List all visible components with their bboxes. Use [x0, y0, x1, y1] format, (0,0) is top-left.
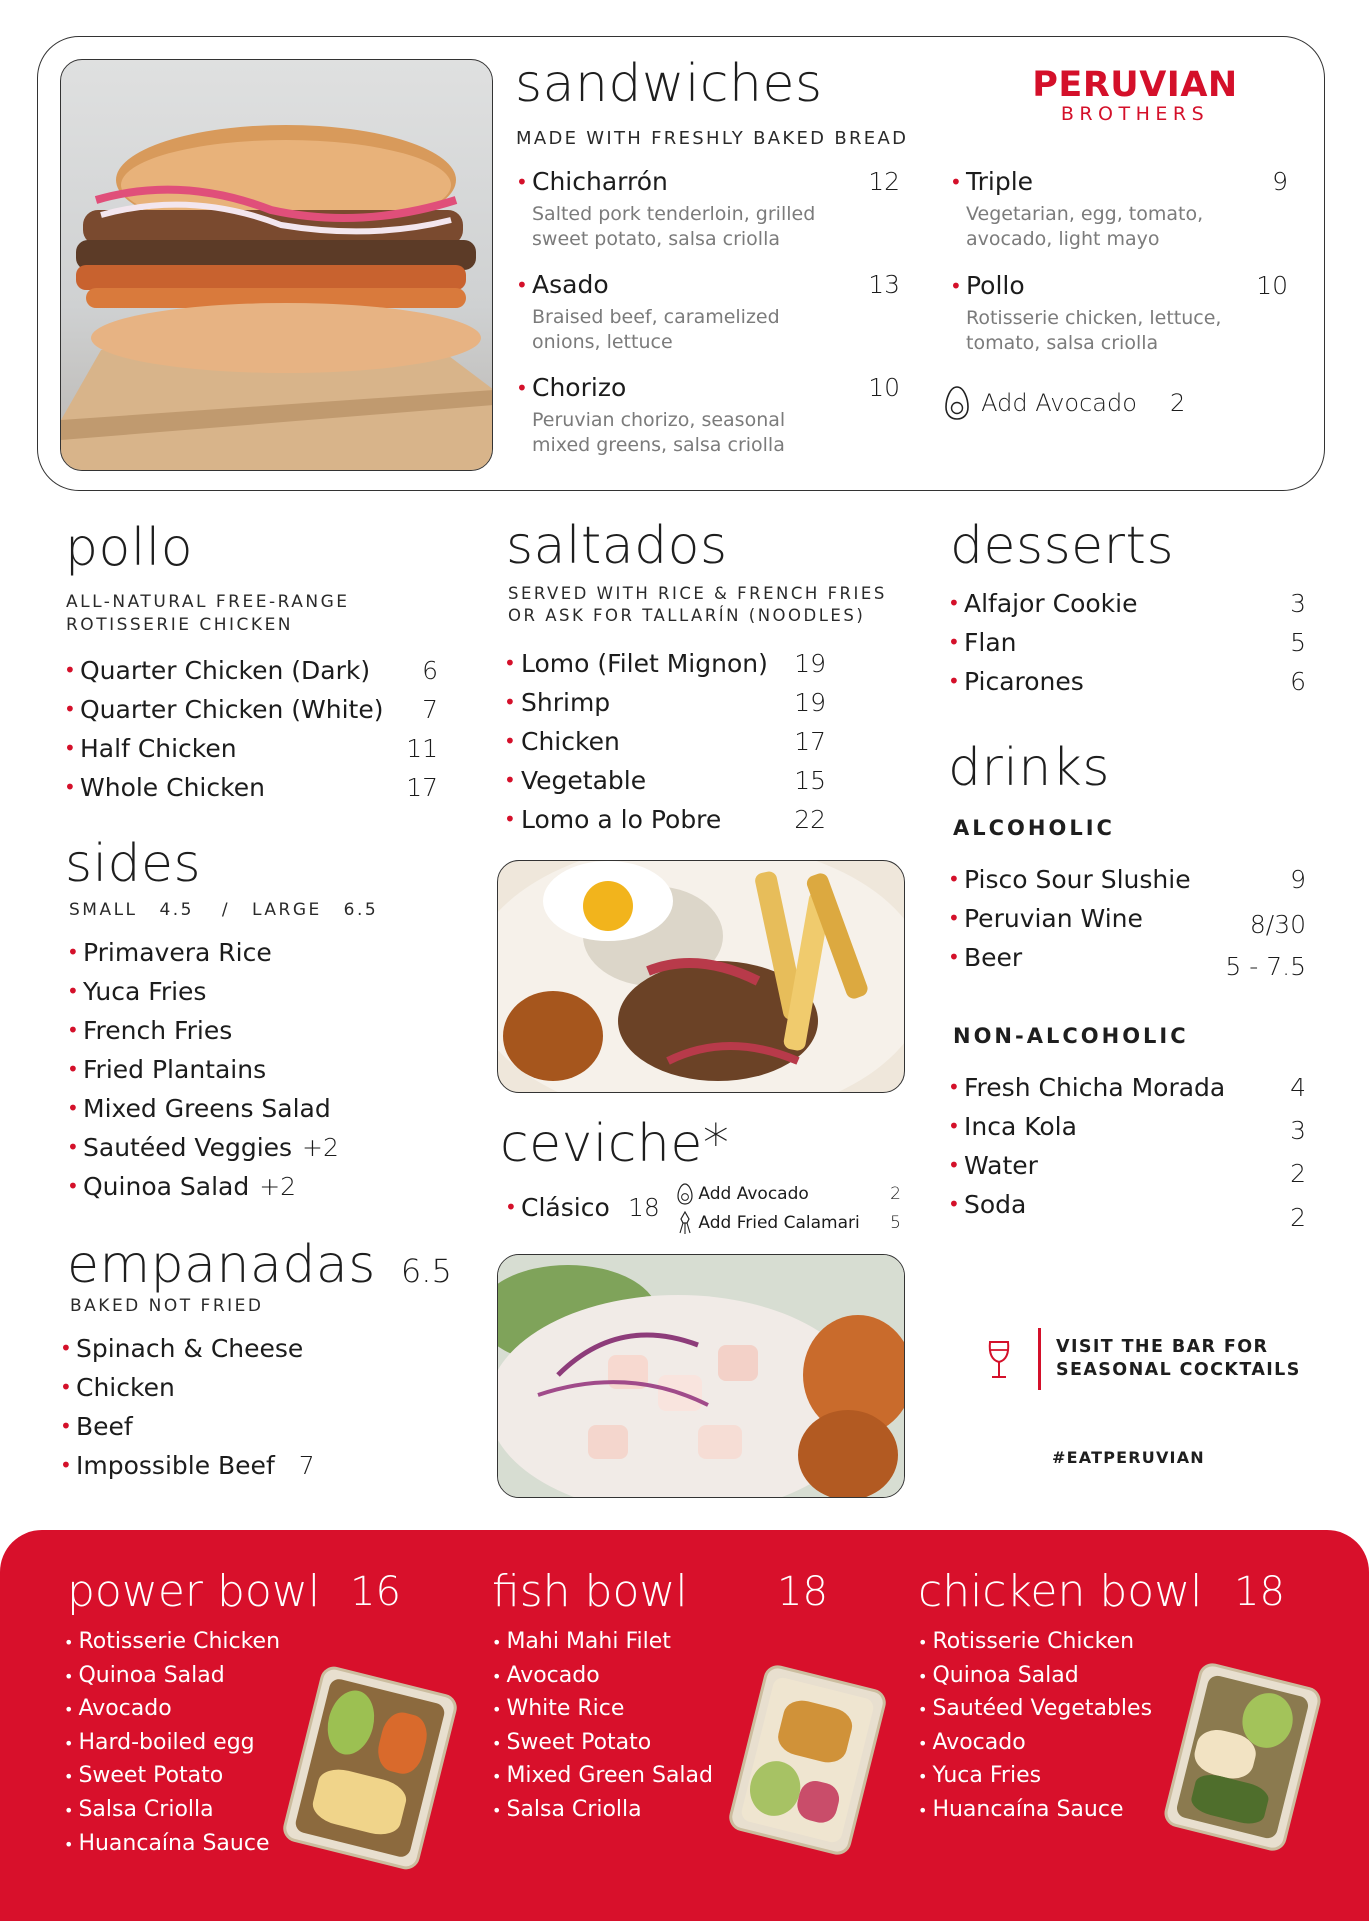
bullet: •: [504, 807, 516, 831]
bowl-card: [492, 1566, 828, 1617]
ingredient: Mahi Mahi Filet: [506, 1629, 671, 1654]
list-item: [948, 623, 1306, 662]
bullet: •: [505, 1195, 517, 1219]
bullet: •: [67, 1174, 79, 1198]
item-name: Mixed Greens Salad: [83, 1094, 331, 1123]
item-price: 7: [422, 695, 438, 724]
item-name: Quinoa Salad: [83, 1172, 250, 1201]
list-item: [67, 1050, 407, 1089]
bullet: •: [948, 1075, 960, 1099]
ingredient: Sweet Potato: [78, 1763, 224, 1789]
list-item: • Salsa Criolla: [64, 1796, 214, 1822]
list-item: [67, 933, 407, 972]
ingredient: Quinoa Salad: [78, 1662, 225, 1688]
item-name: Sautéed Veggies: [83, 1133, 293, 1162]
item-price: 18: [628, 1193, 660, 1222]
item-name: French Fries: [83, 1016, 233, 1045]
item-extra: +2: [259, 1172, 297, 1201]
item-name: Chicken: [76, 1373, 175, 1402]
item-price: 19: [794, 688, 826, 717]
ingredient: Sautéed Vegetables: [932, 1696, 1153, 1722]
sandwich-item: [516, 269, 900, 355]
item-name: Primavera Rice: [83, 938, 272, 967]
bullet: •: [504, 690, 516, 714]
small-label: SMALL: [69, 900, 138, 920]
list-item: • Rotisserie Chicken: [918, 1629, 1135, 1654]
bullet: •: [948, 669, 960, 693]
item-price: 2: [1290, 1203, 1306, 1232]
list-item: • Sautéed Vegetables: [918, 1696, 1153, 1722]
list-item: • Sweet Potato: [492, 1729, 652, 1755]
item-price: 4: [1290, 1073, 1306, 1102]
item-description: Rotisserie chicken, lettuce, tomato, salsa criolla: [966, 307, 1222, 354]
item-name: Soda: [964, 1190, 1027, 1219]
sandwich-item: [516, 372, 900, 458]
brand-logo: [1030, 65, 1240, 125]
item-name: Lomo a lo Pobre: [521, 805, 722, 834]
item-price: 5 - 7.5: [1225, 952, 1306, 981]
list-item: • Quinoa Salad: [64, 1662, 225, 1688]
list-item: • Avocado: [64, 1696, 172, 1722]
list-item: • Avocado: [918, 1729, 1026, 1755]
list-item: [504, 683, 826, 722]
item-price: 15: [794, 766, 826, 795]
bowl-price: 18: [777, 1569, 828, 1615]
bowl-title: fish bowl: [492, 1566, 688, 1617]
addon-price: 5: [890, 1213, 901, 1233]
brand-logo-line1: PERUVIAN: [1032, 65, 1238, 105]
item-price: 10: [868, 373, 900, 402]
non-alcoholic-list: [948, 1068, 1306, 1232]
squid-icon: [677, 1211, 693, 1235]
list-item: • White Rice: [492, 1696, 625, 1722]
item-name: Peruvian Wine: [964, 904, 1143, 933]
pollo-title: pollo: [65, 518, 194, 578]
list-item: • Sweet Potato: [64, 1763, 224, 1789]
bullet: •: [948, 1153, 960, 1177]
avocado-icon: [944, 385, 970, 421]
list-item: [67, 1167, 407, 1206]
bullet: •: [948, 630, 960, 654]
sandwich-addon-avocado: [944, 385, 1185, 421]
empanadas-title: empanadas: [67, 1235, 376, 1295]
ceviche-title: ceviche*: [500, 1114, 730, 1174]
saltados-list: [504, 644, 826, 839]
bullet: •: [516, 170, 528, 194]
sides-title: sides: [65, 834, 202, 894]
bar-note-line1: VISIT THE BAR FOR: [1056, 1337, 1269, 1357]
list-item: • Rotisserie Chicken: [64, 1629, 281, 1654]
item-extra: 7: [298, 1451, 315, 1480]
ingredient: Avocado: [78, 1696, 172, 1722]
item-price: 19: [794, 649, 826, 678]
item-name: Shrimp: [521, 688, 611, 717]
addon-label: Add Fried Calamari: [698, 1213, 860, 1233]
item-price: 13: [868, 270, 900, 299]
bullet: •: [60, 1453, 72, 1477]
item-name: Beer: [964, 943, 1023, 972]
alcoholic-list: [948, 860, 1306, 981]
bullet: •: [950, 274, 962, 298]
item-name: Chicken: [521, 727, 620, 756]
item-name: Chicharrón: [532, 167, 668, 196]
item-description: Vegetarian, egg, tomato, avocado, light mayo: [966, 203, 1204, 250]
addon-label: Add Avocado: [981, 389, 1137, 417]
list-item: [60, 1407, 400, 1446]
item-name: Impossible Beef: [76, 1451, 275, 1480]
bar-note-line2: SEASONAL COCKTAILS: [1056, 1360, 1301, 1380]
item-price: 12: [868, 167, 900, 196]
ceviche-item: [505, 1188, 660, 1227]
sandwich-item: [950, 166, 1288, 252]
ingredient: Huancaína Sauce: [932, 1796, 1124, 1822]
item-price: 17: [406, 773, 438, 802]
pollo-list: [64, 651, 438, 807]
list-item: [60, 1368, 400, 1407]
ingredient: Avocado: [932, 1729, 1026, 1755]
desserts-list: [948, 584, 1306, 701]
ingredient: Salsa Criolla: [506, 1796, 642, 1822]
bullet: •: [64, 736, 76, 760]
item-price: 3: [1290, 589, 1306, 618]
bowl-title: chicken bowl: [918, 1566, 1203, 1617]
ingredient: Sweet Potato: [506, 1729, 652, 1755]
item-price: 5: [1290, 628, 1306, 657]
list-item: • Quinoa Salad: [918, 1662, 1079, 1688]
ingredient: Salsa Criolla: [78, 1796, 214, 1822]
item-name: Yuca Fries: [83, 977, 207, 1006]
item-price: 10: [1256, 271, 1288, 300]
list-item: [60, 1446, 400, 1485]
item-name: Triple: [966, 167, 1034, 196]
list-item: [504, 722, 826, 761]
sandwiches-subtitle: MADE WITH FRESHLY BAKED BREAD: [516, 128, 909, 149]
item-name: Spinach & Cheese: [76, 1334, 304, 1363]
empanadas-list: [60, 1329, 400, 1485]
bowl-price: 16: [350, 1569, 401, 1615]
item-price: 3: [1290, 1116, 1306, 1145]
size-separator: /: [221, 900, 231, 920]
list-item: • Avocado: [492, 1662, 600, 1688]
ingredient: White Rice: [506, 1696, 625, 1722]
sides-sizes: [69, 900, 378, 920]
sandwich-photo: [60, 59, 493, 471]
bullet: •: [504, 729, 516, 753]
bullet: •: [948, 867, 960, 891]
item-name: Fried Plantains: [83, 1055, 267, 1084]
item-name: Asado: [532, 270, 609, 299]
item-name: Alfajor Cookie: [964, 589, 1138, 618]
sides-list: [67, 933, 407, 1206]
bowl-ingredients: [492, 1626, 713, 1828]
list-item: [64, 651, 438, 690]
pollo-subtitle-line1: ALL-NATURAL FREE-RANGE: [66, 592, 350, 612]
saltados-title: saltados: [506, 516, 728, 576]
list-item: [948, 1185, 1306, 1232]
bullet: •: [948, 945, 960, 969]
item-name: Pollo: [966, 271, 1025, 300]
bullet: •: [504, 651, 516, 675]
bullet: •: [948, 591, 960, 615]
item-name: Beef: [76, 1412, 133, 1441]
small-price: 4.5: [159, 900, 194, 920]
drinks-title: drinks: [948, 738, 1110, 798]
bowl-title: power bowl: [67, 1566, 321, 1617]
list-item: [948, 1068, 1306, 1107]
item-price: 9: [1290, 865, 1306, 894]
pollo-subtitle-line2: ROTISSERIE CHICKEN: [66, 614, 294, 635]
ingredient: Hard-boiled egg: [78, 1729, 255, 1755]
item-name: Flan: [964, 628, 1017, 657]
ceviche-photo: [497, 1254, 905, 1498]
list-item: • Huancaína Sauce: [918, 1796, 1124, 1822]
item-name: Quarter Chicken (Dark): [80, 656, 371, 685]
sandwich-item: [950, 270, 1288, 356]
list-item: [67, 1011, 407, 1050]
item-name: Whole Chicken: [80, 773, 265, 802]
list-item: • Mahi Mahi Filet: [492, 1629, 671, 1654]
list-item: [504, 800, 826, 839]
list-item: [60, 1329, 400, 1368]
bullet: •: [950, 170, 962, 194]
bullet: •: [516, 376, 528, 400]
alcoholic-label: ALCOHOLIC: [953, 816, 1115, 840]
item-description: Salted pork tenderloin, grilled sweet potato, salsa criolla: [532, 203, 816, 250]
item-price: 6: [422, 656, 438, 685]
item-name: Quarter Chicken (White): [80, 695, 384, 724]
empanadas-price: 6.5: [400, 1252, 452, 1290]
ingredient: Rotisserie Chicken: [932, 1629, 1135, 1654]
ingredient: Mixed Green Salad: [506, 1763, 713, 1789]
bullet: •: [67, 1057, 79, 1081]
item-price: 11: [406, 734, 438, 763]
item-name: Water: [964, 1151, 1038, 1180]
ceviche-addons: [677, 1180, 901, 1238]
bullet: •: [64, 697, 76, 721]
list-item: [948, 662, 1306, 701]
saltados-subtitle-line2: OR ASK FOR TALLARÍN (NOODLES): [508, 606, 866, 626]
list-item: [64, 768, 438, 807]
list-item: [948, 584, 1306, 623]
bowl-price: 18: [1234, 1569, 1285, 1615]
desserts-title: desserts: [950, 516, 1175, 576]
hashtag: #EATPERUVIAN: [1052, 1448, 1205, 1467]
item-name: Half Chicken: [80, 734, 237, 763]
list-item: [67, 1089, 407, 1128]
pollo-subtitle: [66, 591, 349, 637]
list-item: [948, 899, 1306, 938]
list-item: [67, 972, 407, 1011]
list-item: [504, 761, 826, 800]
bar-note-divider: [1038, 1328, 1041, 1390]
bowl-card: [67, 1566, 467, 1617]
bullet: •: [948, 1114, 960, 1138]
saltado-photo: [497, 860, 905, 1093]
ingredient: Yuca Fries: [932, 1763, 1042, 1789]
list-item: [67, 1128, 407, 1167]
list-item: • Salsa Criolla: [492, 1796, 642, 1822]
list-item: [64, 690, 438, 729]
item-price: 22: [794, 805, 826, 834]
saltados-subtitle-line1: SERVED WITH RICE & FRENCH FRIES: [508, 584, 887, 603]
addon-price: 2: [890, 1184, 901, 1204]
item-price: 9: [1272, 167, 1288, 196]
avocado-icon: [677, 1183, 693, 1205]
ingredient: Quinoa Salad: [932, 1662, 1079, 1688]
bullet: •: [516, 273, 528, 297]
item-description: Peruvian chorizo, seasonal mixed greens, salsa criolla: [532, 409, 786, 456]
bullet: •: [67, 940, 79, 964]
ingredient: Huancaína Sauce: [78, 1830, 270, 1856]
bullet: •: [67, 979, 79, 1003]
addon-price: 2: [1170, 389, 1186, 417]
empanadas-subtitle: BAKED NOT FRIED: [70, 1296, 264, 1316]
bullet: •: [60, 1375, 72, 1399]
bullet: •: [67, 1135, 79, 1159]
bullet: •: [67, 1096, 79, 1120]
item-name: Chorizo: [532, 373, 627, 402]
list-item: • Yuca Fries: [918, 1763, 1042, 1789]
list-item: • Huancaína Sauce: [64, 1830, 270, 1856]
wine-glass-icon: [985, 1340, 1013, 1380]
bullet: •: [948, 906, 960, 930]
addon-label: Add Avocado: [698, 1184, 809, 1204]
item-name: Pisco Sour Slushie: [964, 865, 1191, 894]
list-item: [64, 729, 438, 768]
item-extra: +2: [302, 1133, 339, 1162]
item-name: Lomo (Filet Mignon): [521, 649, 768, 678]
list-item: [948, 1146, 1306, 1188]
bowl-ingredients: [918, 1626, 1152, 1828]
sandwiches-title: sandwiches: [515, 54, 823, 114]
list-item: [948, 1107, 1306, 1146]
bullet: •: [948, 1192, 960, 1216]
item-name: Vegetable: [521, 766, 647, 795]
bowl-card: [918, 1566, 1285, 1617]
item-description: Braised beef, caramelized onions, lettuce: [532, 306, 780, 353]
bullet: •: [60, 1414, 72, 1438]
bowl-ingredients: [64, 1626, 280, 1861]
list-item: • Mixed Green Salad: [492, 1763, 713, 1789]
ingredient: Avocado: [506, 1662, 600, 1688]
item-price: 17: [794, 727, 826, 756]
bullet: •: [64, 658, 76, 682]
bullet: •: [67, 1018, 79, 1042]
empanadas-heading: [67, 1235, 452, 1295]
item-name: Clásico: [521, 1193, 610, 1222]
item-price: 8/30: [1249, 910, 1306, 939]
brand-logo-line2: BROTHERS: [1060, 103, 1210, 125]
bar-note: [985, 1328, 1305, 1390]
item-name: Picarones: [964, 667, 1084, 696]
item-price: 2: [1290, 1159, 1306, 1188]
bullet: •: [504, 768, 516, 792]
item-name: Fresh Chicha Morada: [964, 1073, 1226, 1102]
sandwich-item: [516, 166, 900, 252]
list-item: [948, 860, 1306, 899]
ceviche-addon: [677, 1180, 901, 1209]
bullet: •: [64, 775, 76, 799]
large-label: LARGE: [252, 900, 322, 920]
list-item: [504, 644, 826, 683]
list-item: • Hard-boiled egg: [64, 1729, 255, 1755]
non-alcoholic-label: NON-ALCOHOLIC: [953, 1024, 1189, 1048]
bullet: •: [60, 1336, 72, 1360]
ceviche-addon: [677, 1209, 901, 1238]
ingredient: Rotisserie Chicken: [78, 1629, 281, 1654]
large-price: 6.5: [343, 900, 379, 920]
saltados-subtitle: [508, 583, 887, 628]
list-item: [948, 938, 1306, 981]
item-name: Inca Kola: [964, 1112, 1077, 1141]
item-price: 6: [1290, 667, 1306, 696]
